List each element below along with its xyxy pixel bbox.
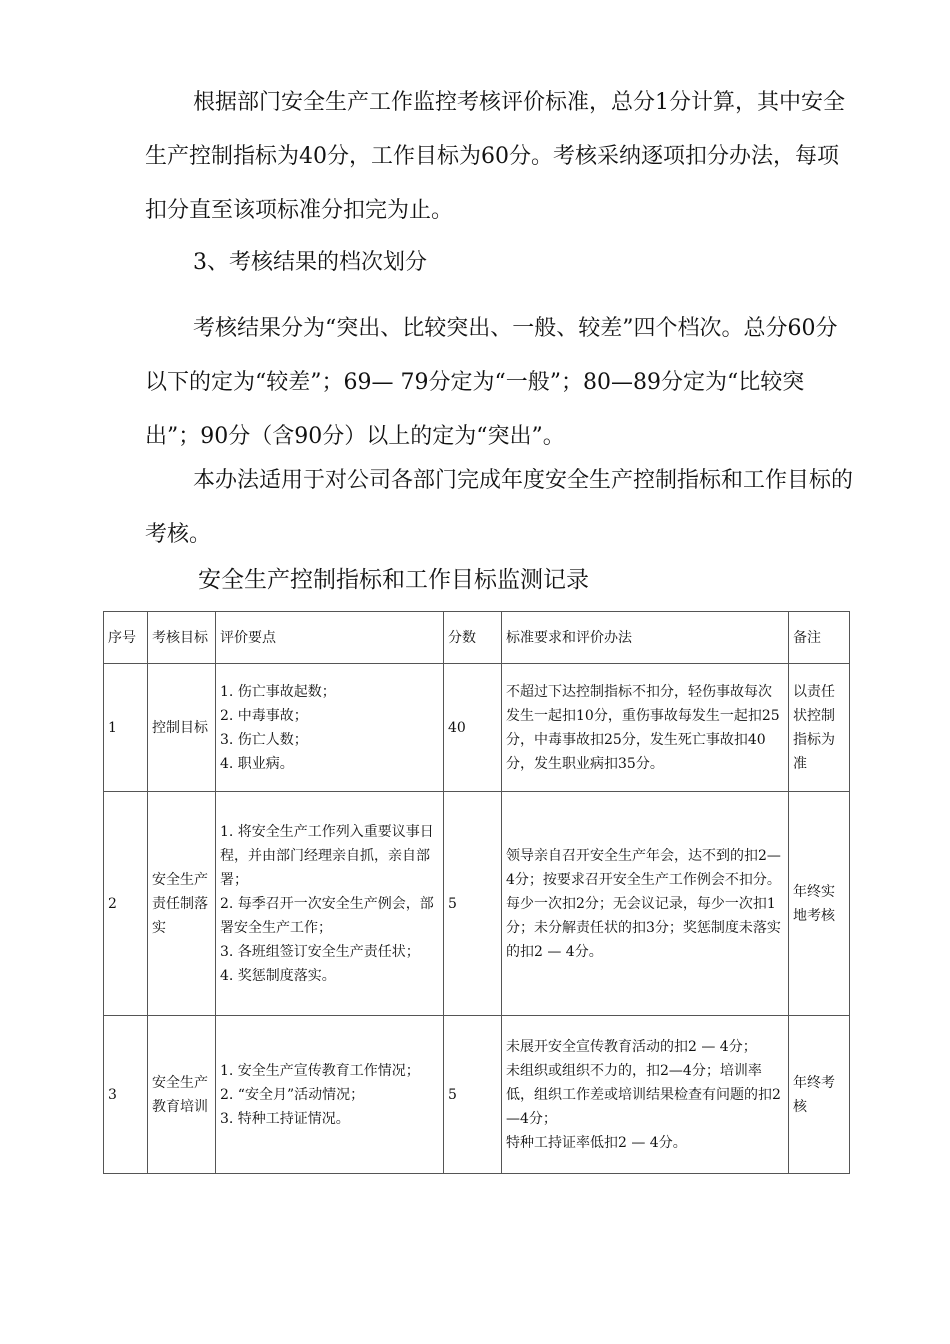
- point-item: 2. 中毒事故；: [220, 707, 308, 724]
- point-item: 3. 各班组签订安全生产责任状；: [220, 943, 420, 960]
- header-target: 考核目标: [148, 612, 216, 664]
- standard-line: 领导亲自召开安全生产年会，达不到的扣2—4分；按要求召开安全生产工作例会不扣分。每少一次扣2分；无会议记录，每少一次扣1分；未分解责任状的扣3分；奖惩制度未落实的扣2 — 4分。: [506, 847, 781, 960]
- standard-line: 不超过下达控制指标不扣分，轻伤事故每次发生一起扣10分，重伤事故每发生一起扣25分，中毒事故扣25分，发生死亡事故扣40分，发生职业病扣35分。: [506, 683, 780, 772]
- point-item: 2. 每季召开一次安全生产例会，部署安全生产工作；: [220, 895, 434, 936]
- point-item: 1. 安全生产宣传教育工作情况；: [220, 1062, 420, 1079]
- point-item: 1. 伤亡事故起数；: [220, 683, 336, 700]
- header-no: 序号: [104, 612, 148, 664]
- standard-line: 未组织或组织不力的，扣2—4分；培训率低，组织工作差或培训结果检查有问题的扣2—4分；: [506, 1062, 781, 1127]
- cell-points: [216, 792, 444, 1016]
- cell-target: 控制目标: [148, 664, 216, 792]
- point-item: 4. 职业病。: [220, 755, 294, 772]
- section-heading: 3、考核结果的档次划分: [193, 250, 427, 275]
- cell-score: 40: [444, 664, 502, 792]
- paragraph-scoring: 根据部门安全生产工作监控考核评价标准，总分1分计算，其中安全生产控制指标为40分，工作目标为60分。考核采纳逐项扣分办法，每项扣分直至该项标准分扣完为止。: [145, 90, 845, 223]
- monitoring-record-table: [103, 611, 850, 1174]
- header-score: 分数: [444, 612, 502, 664]
- standard-line: 特种工持证率低扣2 — 4分。: [506, 1134, 687, 1151]
- header-points: 评价要点: [216, 612, 444, 664]
- cell-score: 5: [444, 1016, 502, 1174]
- point-item: 1. 将安全生产工作列入重要议事日程，并由部门经理亲自抓，亲自部署；: [220, 823, 434, 888]
- cell-target: 安全生产教育培训: [148, 1016, 216, 1174]
- paragraph-grades: 考核结果分为“突出、比较突出、一般、较差”四个档次。总分60分以下的定为“较差”；69— 79分定为“一般”；80—89分定为“比较突出”；90分（含90分）以上的定为“突出”。: [145, 316, 838, 449]
- cell-points: [216, 1016, 444, 1174]
- point-item: 3. 特种工持证情况。: [220, 1110, 350, 1127]
- point-item: 3. 伤亡人数；: [220, 731, 308, 748]
- table-row: [104, 792, 850, 1016]
- table-title: 安全生产控制指标和工作目标监测记录: [198, 567, 589, 593]
- point-item: 4. 奖惩制度落实。: [220, 967, 336, 984]
- cell-no: 3: [104, 1016, 148, 1174]
- cell-no: 1: [104, 664, 148, 792]
- table-header-row: [104, 612, 850, 664]
- table-row: [104, 1016, 850, 1174]
- cell-note: 年终实地考核: [789, 792, 850, 1016]
- cell-target: 安全生产责任制落实: [148, 792, 216, 1016]
- header-standard: 标准要求和评价办法: [502, 612, 789, 664]
- cell-standard: [502, 664, 789, 792]
- point-item: 2. “安全月”活动情况；: [220, 1086, 365, 1103]
- paragraph-scope: 本办法适用于对公司各部门完成年度安全生产控制指标和工作目标的考核。: [145, 468, 854, 547]
- cell-note: 以责任状控制指标为准: [789, 664, 850, 792]
- cell-score: 5: [444, 792, 502, 1016]
- standard-line: 未展开安全宣传教育活动的扣2 — 4分；: [506, 1038, 757, 1055]
- cell-points: [216, 664, 444, 792]
- cell-no: 2: [104, 792, 148, 1016]
- table-row: [104, 664, 850, 792]
- header-note: 备注: [789, 612, 850, 664]
- cell-standard: [502, 792, 789, 1016]
- cell-note: 年终考核: [789, 1016, 850, 1174]
- cell-standard: [502, 1016, 789, 1174]
